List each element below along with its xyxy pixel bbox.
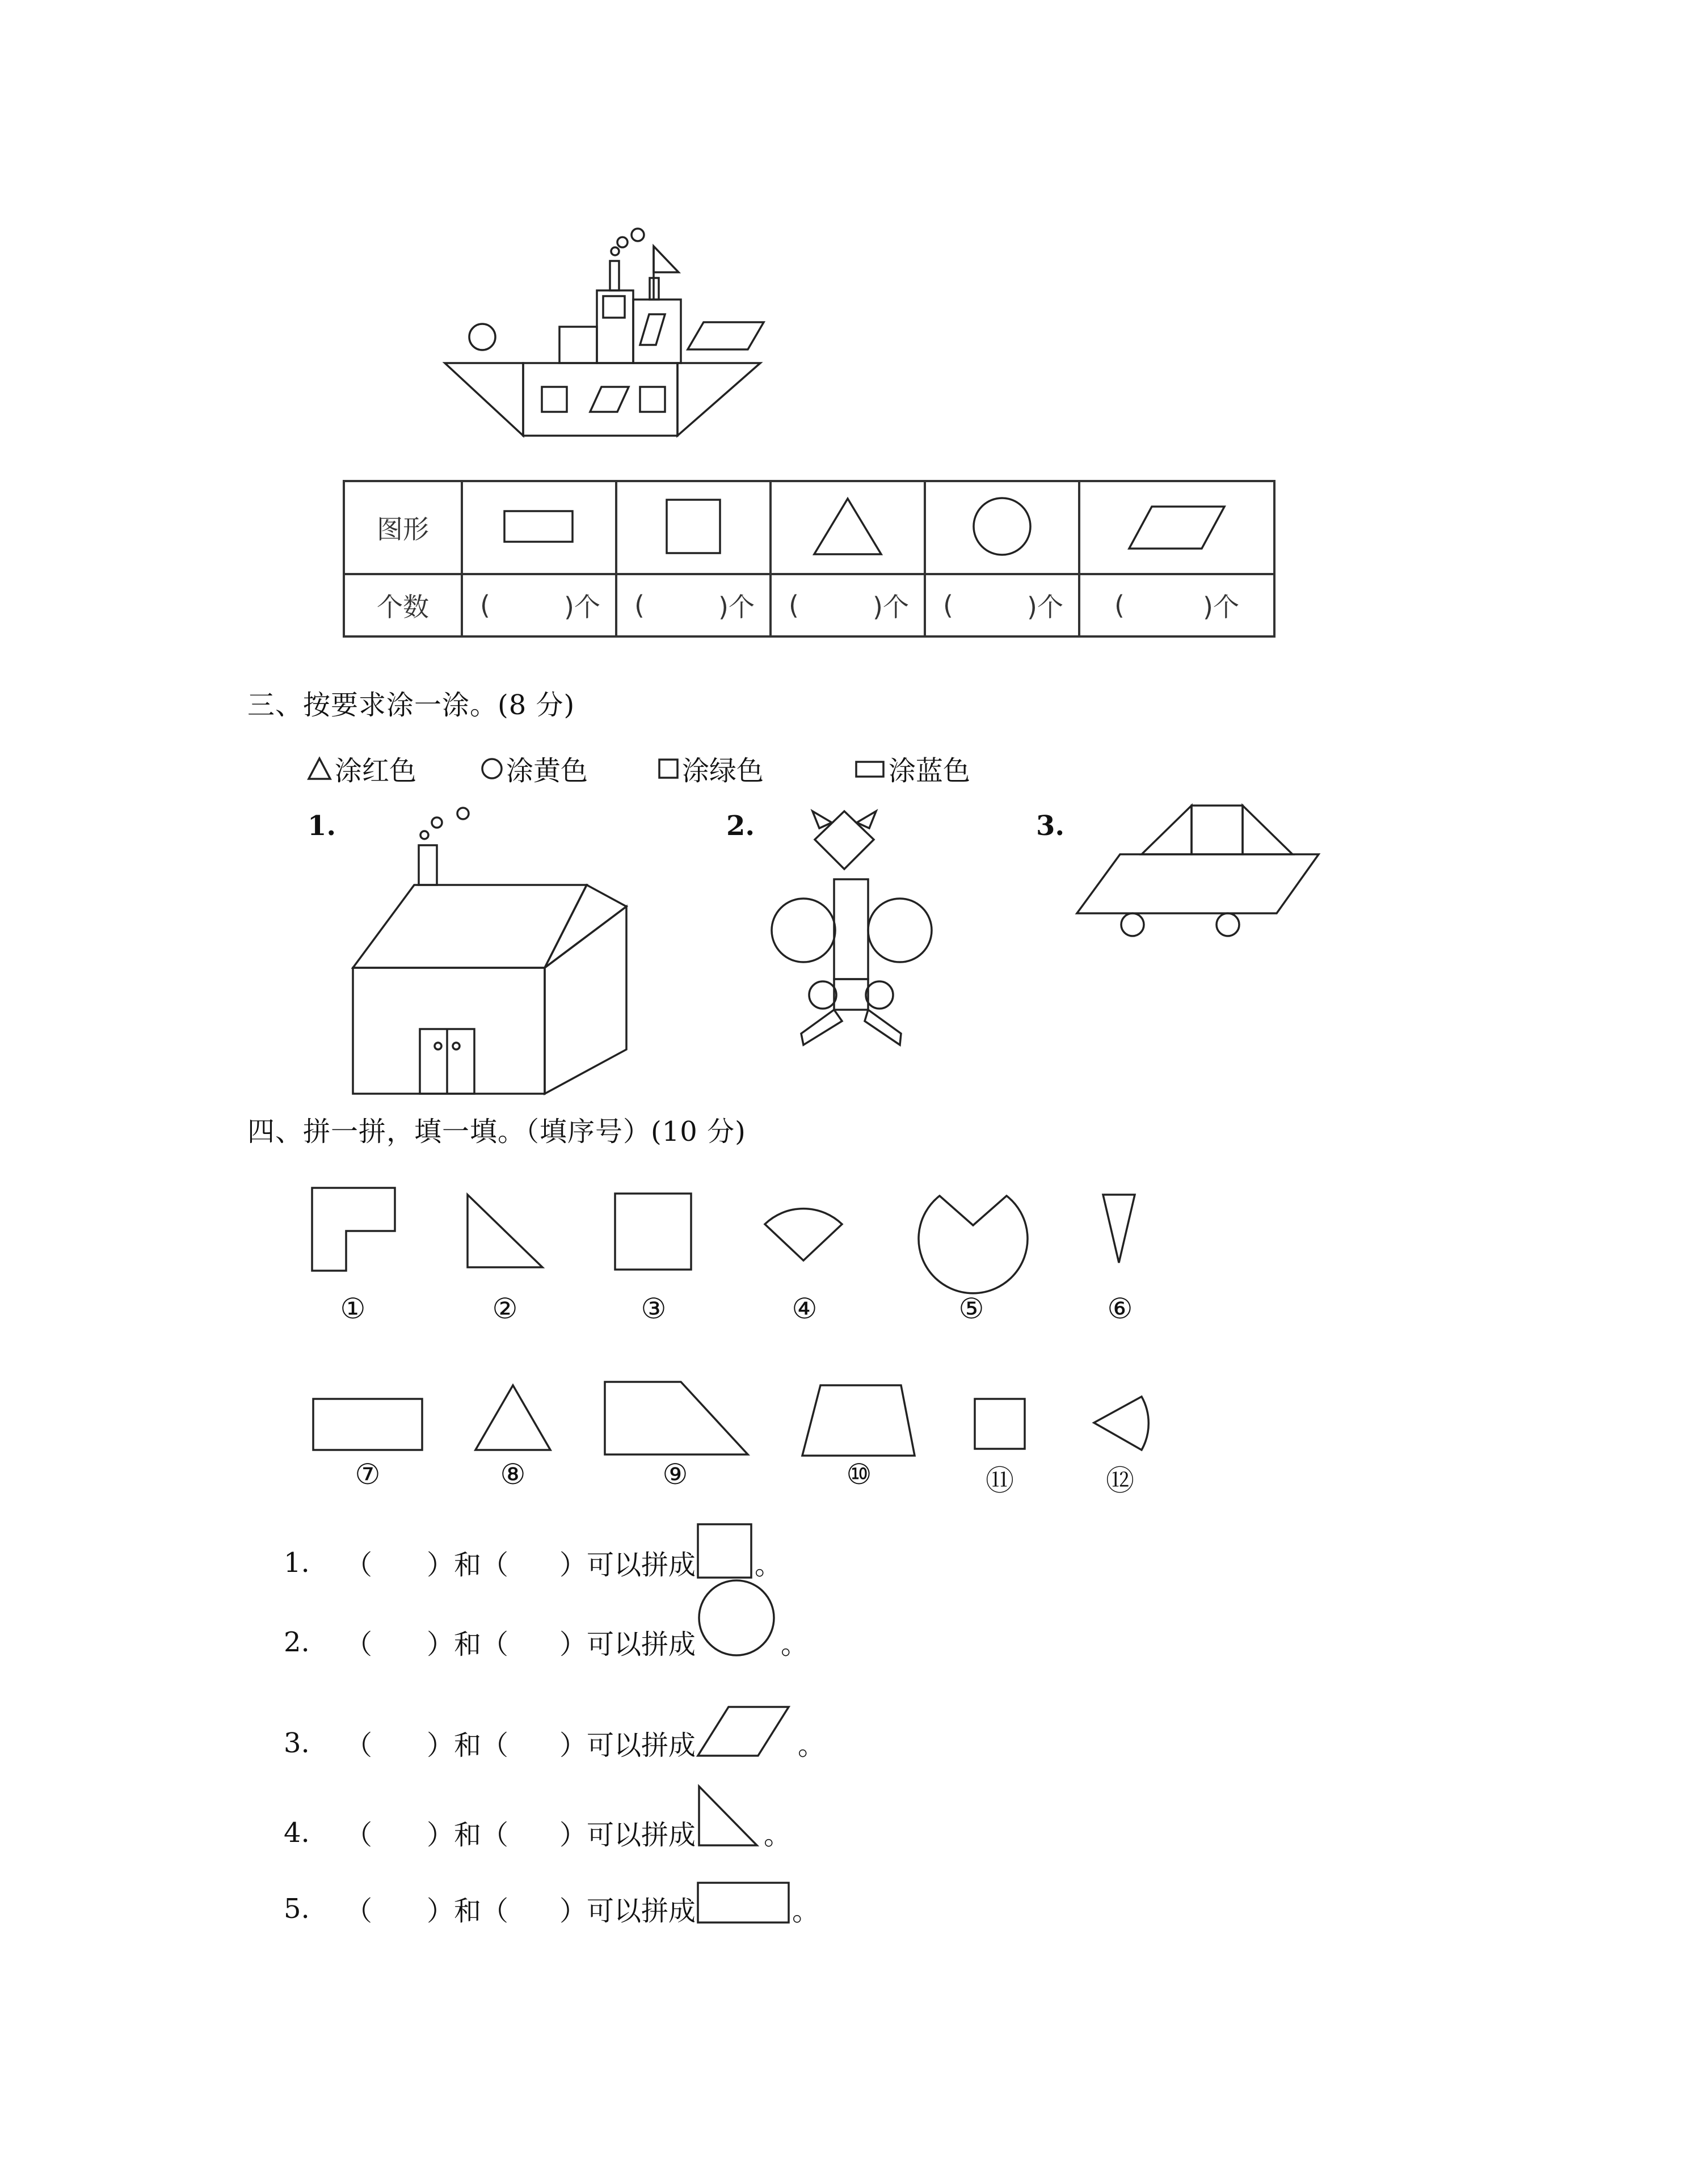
square-icon [659,760,677,778]
row-label-count: 个数 [344,574,462,636]
wheel-right [1216,913,1239,936]
chimney [610,261,619,290]
piece-5-pacman-circle [919,1196,1028,1293]
cabin-tower-window [603,296,625,318]
legend-square-green: 涂绿色 [657,749,764,788]
smoke-1 [611,247,619,255]
leg-right [865,1010,901,1045]
piece-9-right-trapezoid [605,1382,748,1454]
cabin-small-square [559,327,597,363]
legend-triangle-red: 涂红色 [306,749,416,788]
hull-window-left [542,387,567,412]
target-circle-icon [699,1580,774,1655]
square-icon [667,500,720,553]
house-side-wall [545,907,626,1094]
question-5: 5. （ ）和（ ）可以拼成 。 [284,1889,819,1928]
piece-11-small-square [975,1399,1025,1449]
table-shape-square [616,481,771,574]
hull-left-triangle [445,363,523,436]
hull-window-right [640,387,665,412]
piece-8-triangle [475,1385,550,1450]
triangle-icon [814,499,881,554]
leg-left [801,1010,842,1045]
question-4: 4. （ ）和（ ）可以拼成 。 [284,1813,791,1852]
piece-label-7: ⑦ [355,1458,381,1491]
count-blank-rectangle[interactable]: ( )个 [462,574,616,636]
shape-count-table [343,480,1276,638]
piece-label-2: ② [492,1292,518,1325]
piece-label-5: ⑤ [958,1292,984,1325]
table-shape-circle [925,481,1079,574]
door-knob-right [453,1043,460,1049]
piece-6-thin-triangle [1103,1195,1135,1263]
arm-left-circle [772,899,835,962]
rectangle-icon [504,511,573,542]
ship-figure [431,221,772,437]
smoke-3 [632,229,644,241]
rectangle-icon [856,762,883,777]
piece-label-12: ⑫ [1106,1464,1134,1497]
picture-number-1: 1. [308,810,336,842]
house-front-wall [353,968,545,1094]
floating-parallelogram [688,322,764,349]
piece-10-trapezoid [802,1385,915,1456]
section3-title: 三、按要求涂一涂。(8 分) [247,689,575,721]
target-rectangle-icon [698,1883,789,1922]
car-roof-left-triangle [1142,806,1192,854]
roof-side [545,885,626,968]
wheel-left [1121,913,1144,936]
question-1: 1. （ ）和（ ）可以拼成 。 [284,1543,782,1582]
piece-1-l-shape [312,1188,395,1271]
sun-circle [469,324,495,350]
piece-label-1: ① [340,1292,366,1325]
table-shape-rectangle [462,481,616,574]
car-roof-square [1192,806,1243,854]
arm-right-circle [868,899,932,962]
target-square-icon [698,1524,751,1578]
piece-label-3: ③ [641,1292,667,1325]
count-blank-parallelogram[interactable]: ( )个 [1079,574,1274,636]
piece-4-sector [765,1209,842,1260]
head-diamond [815,811,874,869]
body-rectangle [834,879,868,979]
smoke-2 [617,237,628,247]
pieces-row-1 [306,1180,1157,1293]
piece-7-rectangle [313,1399,422,1450]
car-figure [1067,800,1328,947]
count-blank-square[interactable]: ( )个 [616,574,771,636]
piece-2-right-triangle [468,1195,542,1267]
hull-right-triangle [677,363,760,436]
smoke-3 [457,808,469,819]
question-2: 2. （ ）和（ ）可以拼成 。 [284,1622,808,1662]
circle-icon [974,498,1030,555]
count-blank-circle[interactable]: ( )个 [925,574,1079,636]
section4-title: 四、拼一拼，填一填。（填序号）(10 分) [247,1116,746,1148]
piece-label-8: ⑧ [500,1458,526,1491]
legend-circle-yellow: 涂黄色 [480,749,588,788]
pieces-row-2 [306,1373,1157,1458]
table-shape-parallelogram [1079,481,1274,574]
row-label-shape: 图形 [344,481,462,574]
parallelogram-icon [1129,507,1224,549]
waist-square [834,979,868,1010]
chimney [419,845,437,885]
triangle-icon [309,758,330,779]
car-body-parallelogram [1077,854,1319,913]
flag [654,246,679,272]
piece-12-sector [1094,1397,1148,1450]
piece-label-6: ⑥ [1107,1292,1133,1325]
hip-left-circle [809,981,836,1009]
smoke-1 [420,831,428,839]
count-blank-triangle[interactable]: ( )个 [771,574,925,636]
house-figure [340,794,647,1101]
target-right-triangle-icon [699,1786,757,1845]
hull-window-parallelogram [590,387,629,412]
hull-rectangle [523,363,677,436]
legend-rectangle-blue: 涂蓝色 [854,749,970,788]
picture-number-2: 2. [726,810,755,842]
table-shape-triangle [771,481,925,574]
car-roof-right-triangle [1243,806,1293,854]
piece-label-9: ⑨ [662,1458,688,1491]
question-3: 3. （ ）和（ ）可以拼成 。 [284,1723,825,1763]
hip-right-circle [866,981,893,1009]
cabin-window-parallelogram [640,314,665,345]
piece-label-10: ⑩ [846,1458,872,1491]
piece-label-4: ④ [792,1292,818,1325]
target-parallelogram-icon [698,1707,789,1756]
door-knob-left [435,1043,441,1049]
piece-label-11: ⑪ [986,1464,1014,1497]
picture-number-3: 3. [1036,810,1065,842]
piece-3-square [615,1194,691,1270]
smoke-2 [432,817,442,828]
robot-figure [760,800,953,1061]
circle-icon [482,759,502,778]
cabin-right-block [633,300,681,363]
